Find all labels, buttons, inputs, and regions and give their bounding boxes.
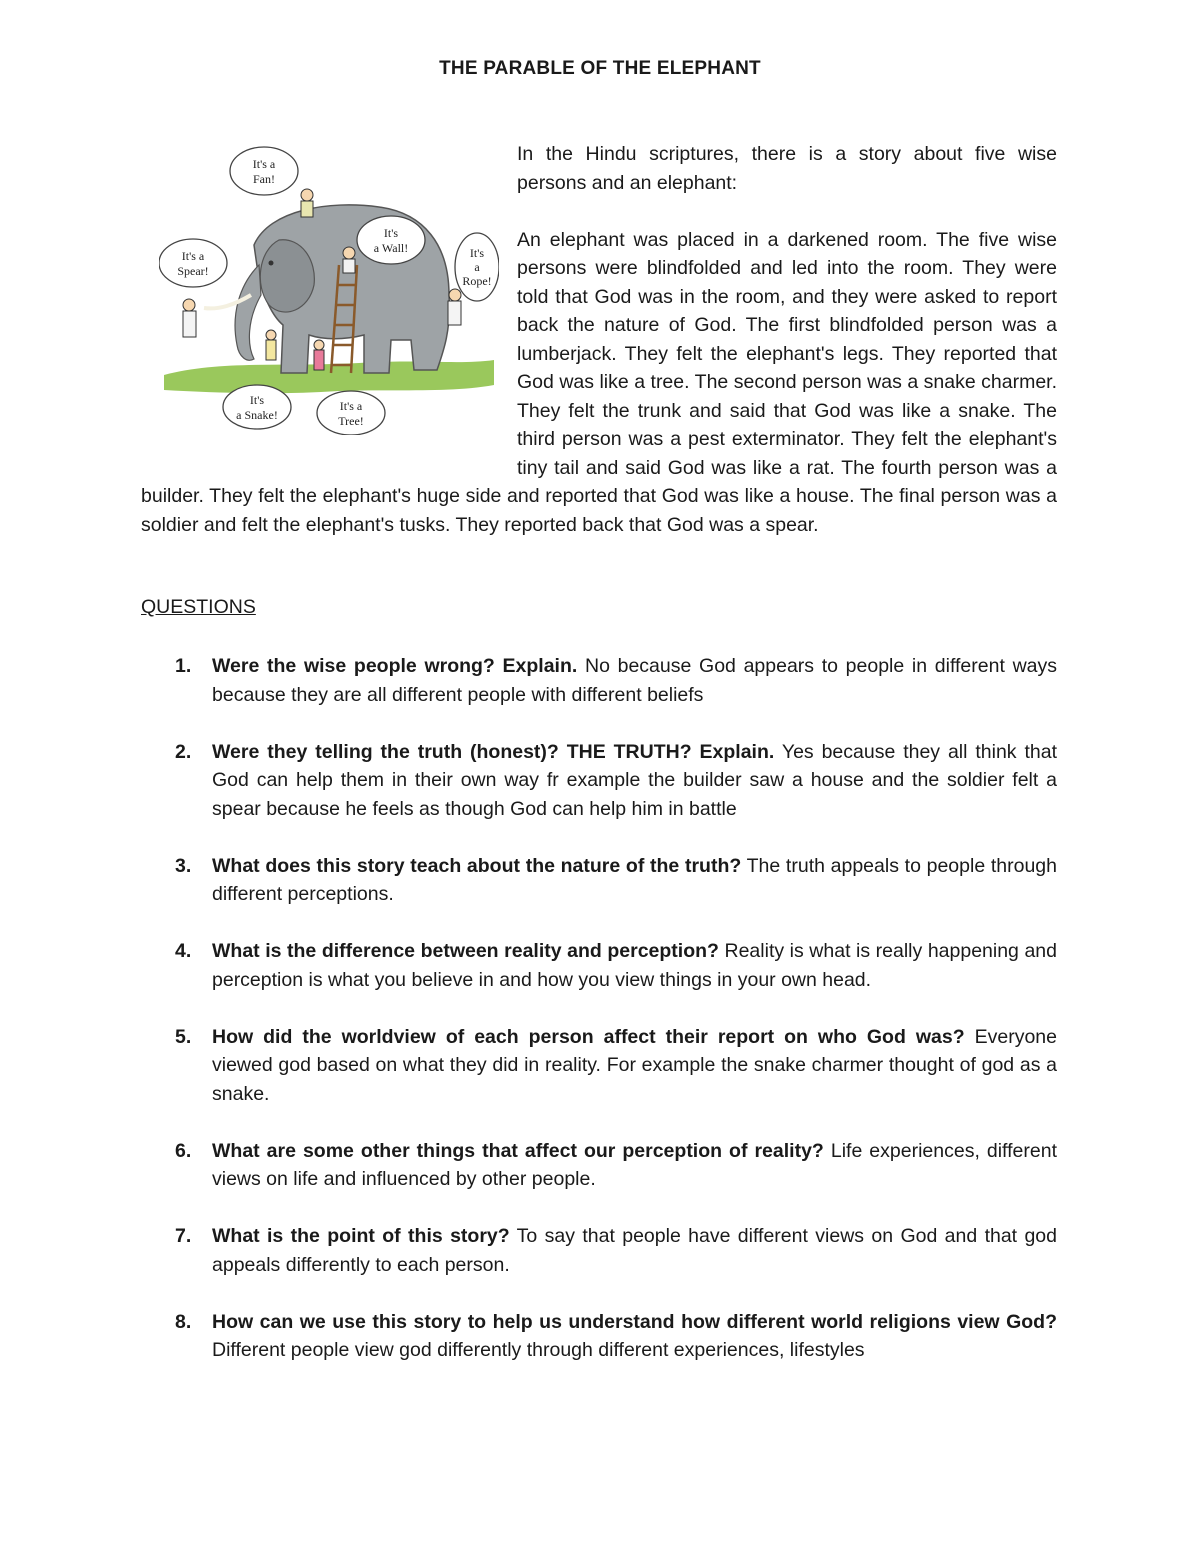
answer-text: Life experiences, different views on life and influenced by other people. — [212, 1139, 1057, 1190]
question-number: 3. — [175, 854, 192, 877]
svg-text:Rope!: Rope! — [462, 274, 492, 288]
page-title: THE PARABLE OF THE ELEPHANT — [439, 58, 761, 79]
answer-text: Different people view god differently through different experiences, lifestyles — [212, 1339, 865, 1361]
question-item — [141, 1137, 1057, 1194]
question-number: 5. — [175, 1025, 192, 1048]
question-item — [141, 1023, 1057, 1109]
bubble-tree: It's a — [339, 399, 363, 413]
story-text — [141, 140, 1057, 539]
question-number: 7. — [175, 1225, 192, 1247]
bubble-fan: It's a — [252, 157, 276, 171]
question-item — [141, 852, 1057, 909]
question-number: 2. — [175, 740, 192, 763]
question-text: What is the point of this story? — [212, 1225, 510, 1247]
question-item — [141, 1308, 1057, 1365]
question-text: What does this story teach about the nature of the truth? — [212, 854, 742, 877]
bubble-spear: It's a — [181, 249, 205, 263]
bubble-snake: It's — [249, 393, 265, 407]
question-item — [141, 937, 1057, 994]
svg-text:a Snake!: a Snake! — [236, 408, 278, 422]
svg-text:a Wall!: a Wall! — [373, 241, 409, 255]
answer-text: No because God appears to people in different ways because they are all different people with different beliefs — [212, 655, 1057, 706]
questions-list — [141, 652, 1057, 1365]
question-text: How did the worldview of each person affect their report on who God was? — [212, 1025, 965, 1048]
question-item — [141, 652, 1057, 709]
question-text: Were the wise people wrong? Explain. — [212, 655, 578, 677]
svg-text:Spear!: Spear! — [177, 264, 209, 278]
answer-text: Reality is what is really happening and perception is what you believe in and how you view things in your own head. — [212, 940, 1057, 991]
question-text: What is the difference between reality and perception? — [212, 940, 719, 962]
bubble-rope: It's — [469, 246, 485, 260]
bubble-wall: It's — [383, 226, 399, 240]
answer-text: To say that people have different views on God and that god appeals differently to each person. — [212, 1225, 1057, 1276]
question-number: 6. — [175, 1139, 192, 1162]
question-item — [141, 738, 1057, 824]
svg-text:Tree!: Tree! — [338, 414, 364, 428]
story-paragraph: An elephant was placed in a darkened room. The five wise persons were blindfolded and led into the room. They were told that God was in the room, and they were asked to report back the nature of God. The first blindfolded person was a lumberjack. They felt the elephant's legs. They reported that God was like a tree. The second person was a snake charmer. They felt the trunk and said that God was like a snake. The third person was a pest exterminator. They felt the elephant's tiny tail and said God was like a rat. The fourth person was a builder. They felt the elephant's huge side and reported that God was like a house. The final person was a soldier and felt the elephant's tusks. They reported back that God was a spear. — [141, 228, 1057, 536]
answer-text: Yes because they all think that God can help them in their own way fr example the builder saw a house and the soldier felt a spear because he feels as though God can help him in battle — [212, 740, 1057, 820]
question-number: 4. — [175, 940, 192, 962]
question-number: 1. — [175, 655, 192, 677]
question-text: What are some other things that affect our perception of reality? — [212, 1139, 824, 1162]
elephant-picture — [159, 145, 499, 435]
elephant-illustration — [141, 140, 511, 458]
svg-text:Fan!: Fan! — [253, 172, 275, 186]
svg-text:a: a — [474, 260, 480, 274]
answer-text: The truth appeals to people through different perceptions. — [212, 854, 1057, 905]
intro-paragraph: In the Hindu scriptures, there is a story about five wise persons and an elephant: — [517, 143, 1057, 194]
answer-text: Everyone viewed god based on what they did in reality. For example the snake charmer thought of god as a snake. — [212, 1025, 1057, 1105]
question-text: How can we use this story to help us understand how different world religions view God? — [212, 1310, 1057, 1333]
question-text: Were they telling the truth (honest)? THE TRUTH? Explain. — [212, 740, 775, 763]
question-item — [141, 1222, 1057, 1279]
questions-heading: QUESTIONS — [141, 596, 256, 618]
question-number: 8. — [175, 1310, 192, 1333]
